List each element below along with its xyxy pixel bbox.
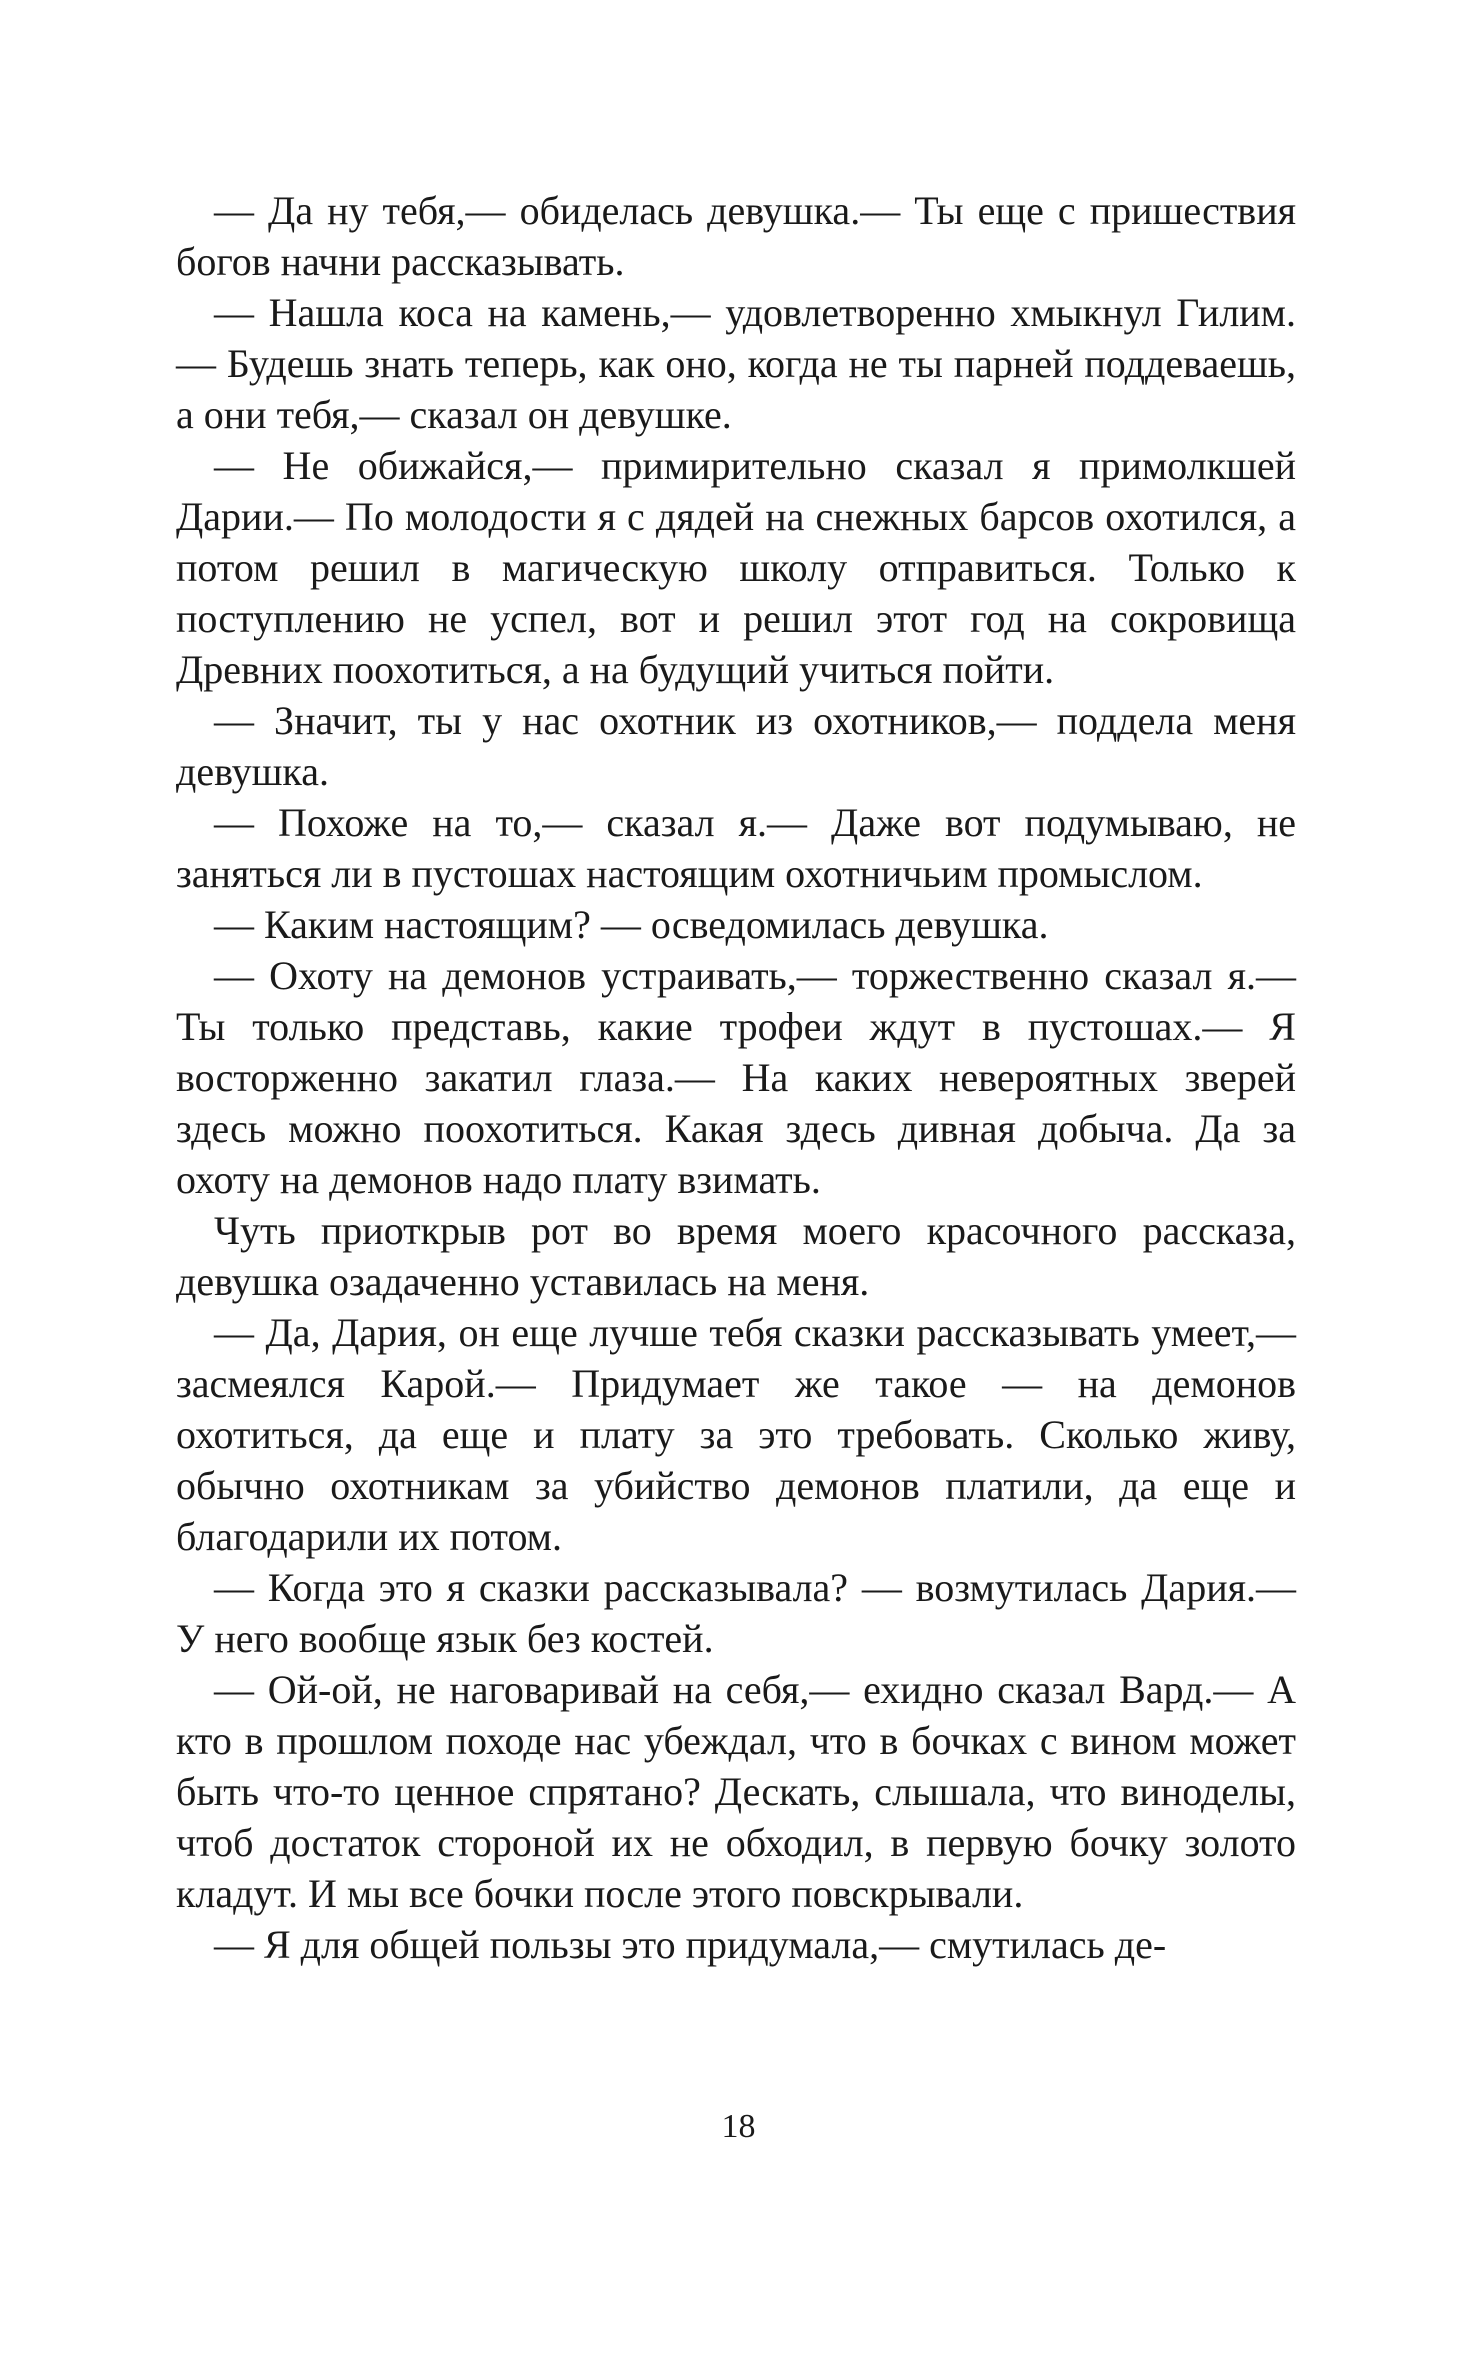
body-text [176, 185, 1296, 1970]
paragraph: Чуть приоткрыв рот во время моего красочного рассказа, девушка озадаченно уставилась на меня. [176, 1208, 1296, 1304]
paragraph: — Когда это я сказки рассказывала? — возмутилась Дария.— У него вообще язык без костей. [176, 1565, 1296, 1661]
paragraph: — Я для общей пользы это придумала,— смутилась де- [214, 1922, 1167, 1967]
paragraph: — Да, Дария, он еще лучше тебя сказки рассказывать умеет,— засмеялся Карой.— Придумает же такое — на демонов охотиться, да еще и плату за это требовать. Сколько живу, обычно охотникам за убийство демонов платили, да еще и благодарили их потом. [176, 1310, 1296, 1559]
paragraph: — Нашла коса на камень,— удовлетворенно хмыкнул Гилим.— Будешь знать теперь, как оно, когда не ты парней поддеваешь, а они тебя,— сказал он девушке. [176, 290, 1296, 437]
paragraph: — Не обижайся,— примирительно сказал я примолкшей Дарии.— По молодости я с дядей на снежных барсов охотился, а потом решил в магическую школу отправиться. Только к поступлению не успел, вот и решил этот год на сокровища Древних поохотиться, а на будущий учиться пойти. [176, 443, 1296, 692]
paragraph: — Каким настоящим? — осведомилась девушка. [214, 902, 1049, 947]
paragraph: — Да ну тебя,— обиделась девушка.— Ты еще с пришествия богов начни рассказывать. [176, 188, 1296, 284]
page-number: 18 [721, 2108, 756, 2145]
paragraph: — Похоже на то,— сказал я.— Даже вот подумываю, не заняться ли в пустошах настоящим охотничьим промыслом. [176, 800, 1296, 896]
paragraph: — Ой-ой, не наговаривай на себя,— ехидно сказал Вард.— А кто в прошлом походе нас убеждал, что в бочках с вином может быть что-то ценное спрятано? Дескать, слышала, что виноделы, чтоб достаток стороной их не обходил, в первую бочку золото кладут. И мы все бочки после этого повскрывали. [176, 1667, 1296, 1916]
paragraph: — Значит, ты у нас охотник из охотников,— поддела меня девушка. [176, 698, 1296, 794]
paragraph: — Охоту на демонов устраивать,— торжественно сказал я.— Ты только представь, какие трофеи ждут в пустошах.— Я восторженно закатил глаза.— На каких невероятных зверей здесь можно поохотиться. Какая здесь дивная добыча. Да за охоту на демонов надо плату взимать. [176, 953, 1296, 1202]
